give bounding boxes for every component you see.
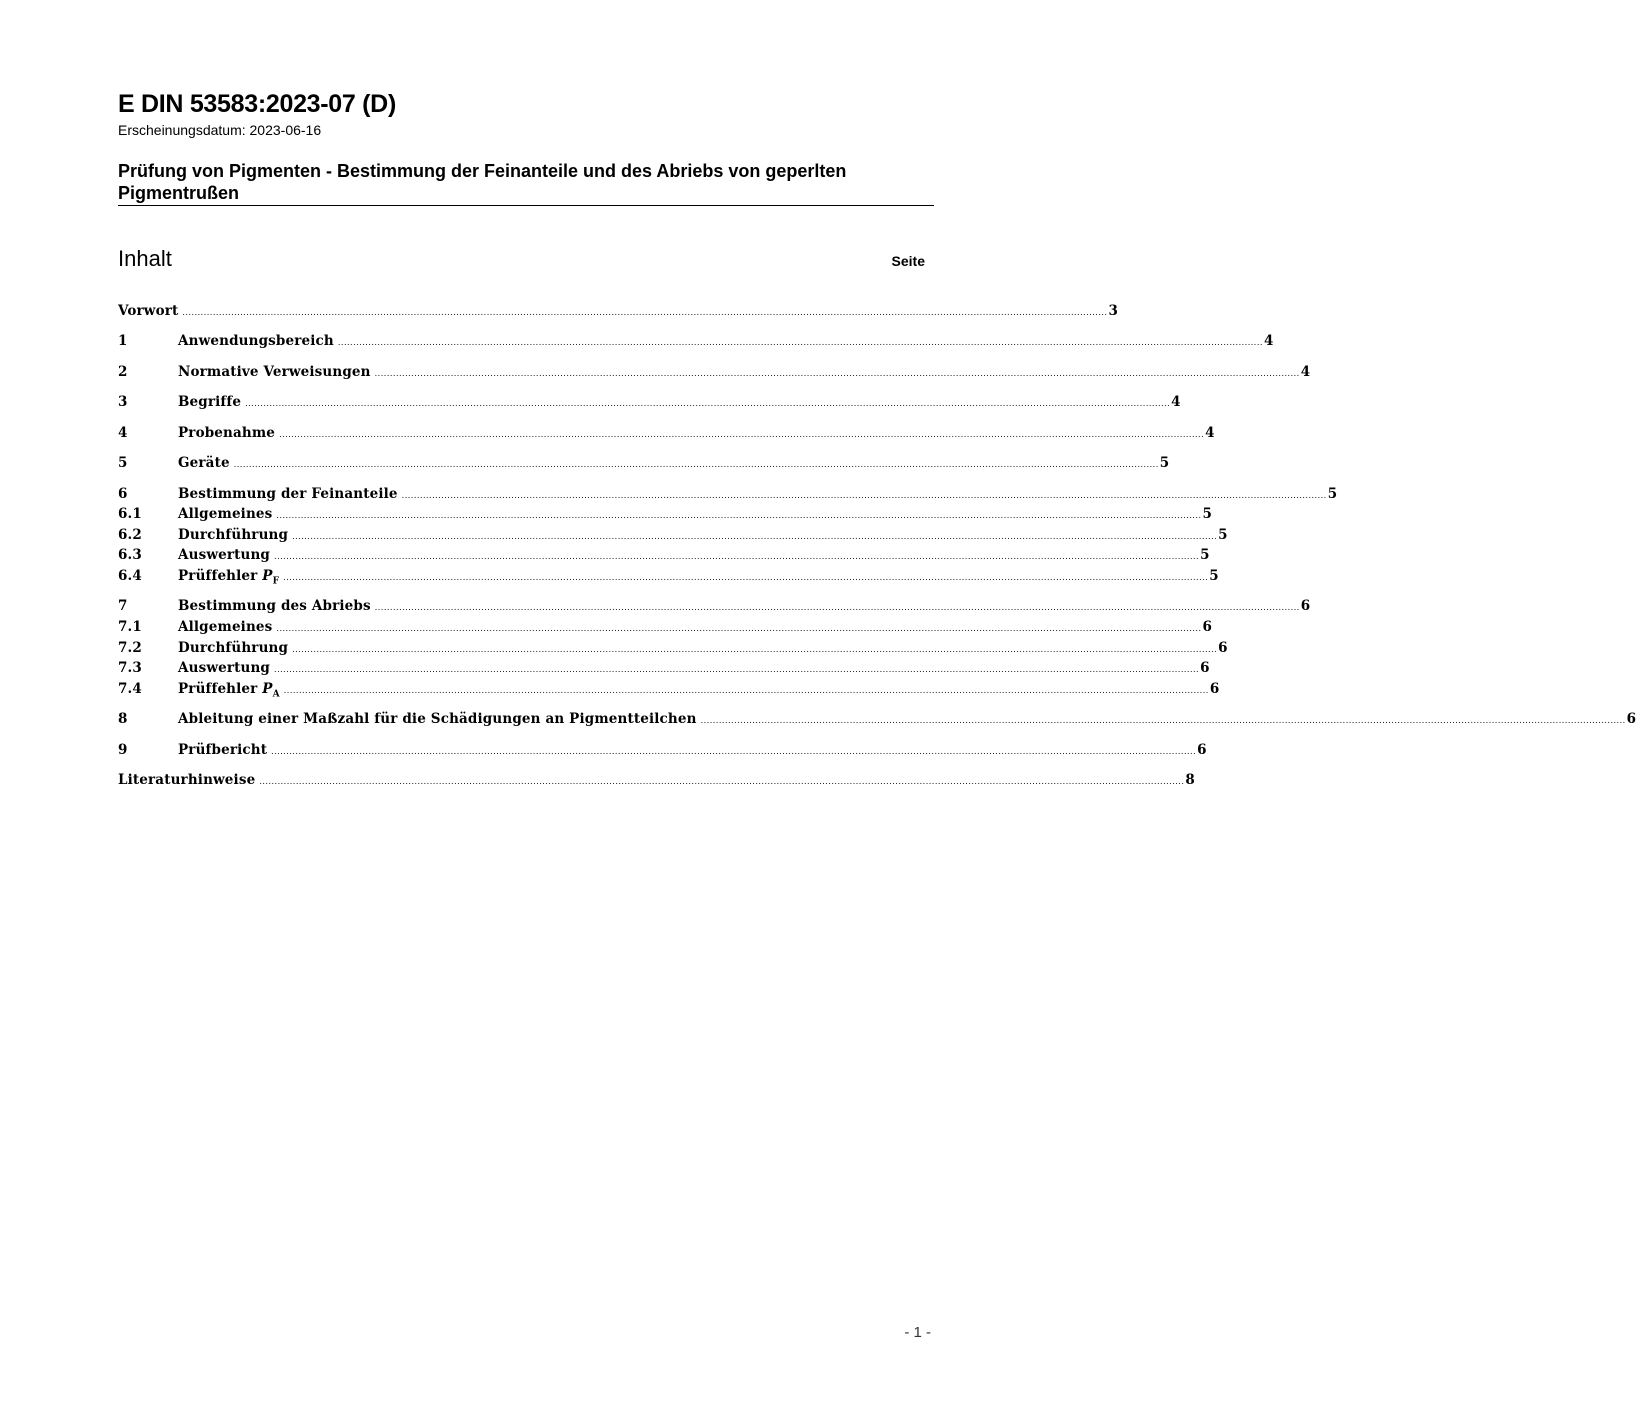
toc-entry-text: Normative Verweisungen: [178, 364, 371, 380]
toc-entry-page: 5: [1200, 547, 1210, 563]
toc-entry-text: Ableitung einer Maßzahl für die Schädigungen an Pigmentteilchen: [178, 711, 697, 727]
toc-entry-text: Auswertung: [178, 660, 271, 676]
toc-entry-6-4[interactable]: [118, 568, 1219, 588]
dot-leader: ................................................................................................................................................................................................................................................................................................................: [245, 399, 1171, 408]
toc-entry-text: Geräte: [178, 455, 230, 471]
footer-page-number: - 1 -: [904, 1324, 931, 1341]
toc-entry-page: 3: [1108, 303, 1118, 319]
dot-leader: ................................................................................................................................................................................................................................................................................................................: [274, 552, 1200, 561]
toc-entry-page: 6: [1209, 681, 1220, 697]
toc-entry-number: 8: [118, 711, 128, 727]
toc-entry-number: 2: [118, 364, 128, 380]
dot-leader: ................................................................................................................................................................................................................................................................................................................: [292, 645, 1218, 654]
toc-entry-text: Literaturhinweise: [118, 772, 256, 788]
toc-entry-text: Allgemeines: [178, 619, 273, 635]
math-symbol: [262, 568, 280, 587]
dot-leader: ................................................................................................................................................................................................................................................................................................................: [401, 491, 1327, 500]
dot-leader: ................................................................................................................................................................................................................................................................................................................: [292, 532, 1218, 541]
toc-entry-number: 5: [118, 455, 128, 471]
dot-leader: ................................................................................................................................................................................................................................................................................................................: [233, 460, 1159, 469]
toc-entry-label: Prüffehler: [178, 568, 258, 584]
toc-entry-literaturhinweise[interactable]: [118, 772, 1195, 792]
toc-entry-3[interactable]: [118, 394, 1181, 414]
toc-entry-8[interactable]: [118, 711, 1636, 731]
toc-entry-7[interactable]: [118, 598, 1311, 618]
toc-entry-page: 6: [1197, 742, 1207, 758]
toc-entry-page: 4: [1300, 364, 1311, 380]
toc-entry-number: 6.2: [118, 527, 142, 543]
toc-entry-vorwort[interactable]: [118, 303, 1118, 323]
symbol-letter: P: [262, 568, 273, 584]
toc-entry-page: 8: [1185, 772, 1195, 788]
toc-entry-page: 6: [1626, 711, 1636, 727]
toc-entry-number: 7.4: [118, 681, 142, 697]
toc-entry-page: 4: [1205, 425, 1215, 441]
toc-entry-number: 9: [118, 742, 128, 758]
dot-leader: ................................................................................................................................................................................................................................................................................................................: [374, 369, 1300, 378]
toc-entry-6-3[interactable]: [118, 547, 1210, 567]
toc-entry-text: Prüfbericht: [178, 742, 268, 758]
title-rule: [118, 205, 934, 206]
toc-entry-number: 6.3: [118, 547, 142, 563]
toc-entry-page: 5: [1202, 506, 1213, 522]
document-id: E DIN 53583:2023-07 (D): [118, 90, 396, 118]
dot-leader: ................................................................................................................................................................................................................................................................................................................: [276, 624, 1202, 633]
toc-entry-text: Vorwort: [118, 303, 179, 319]
symbol-letter: P: [262, 681, 273, 697]
toc-entry-7-3[interactable]: [118, 660, 1210, 680]
dot-leader: ................................................................................................................................................................................................................................................................................................................: [259, 777, 1185, 786]
dot-leader: ................................................................................................................................................................................................................................................................................................................: [283, 573, 1209, 582]
toc-entry-page: 4: [1263, 333, 1274, 349]
toc-entry-page: 6: [1202, 619, 1213, 635]
toc-entry-text: Auswertung: [178, 547, 271, 563]
dot-leader: ................................................................................................................................................................................................................................................................................................................: [182, 308, 1108, 317]
toc-entry-number: 1: [118, 333, 128, 349]
dot-leader: ................................................................................................................................................................................................................................................................................................................: [276, 511, 1202, 520]
dot-leader: ................................................................................................................................................................................................................................................................................................................: [374, 603, 1300, 612]
publication-date: Erscheinungsdatum: 2023-06-16: [118, 122, 322, 138]
toc-entry-text: Allgemeines: [178, 506, 273, 522]
toc-entry-number: 6.1: [118, 506, 142, 522]
toc-entry-text: Anwendungsbereich: [178, 333, 334, 349]
toc-entry-text: Durchführung: [178, 527, 289, 543]
toc-entry-text: [178, 568, 279, 587]
toc-entry-text: Begriffe: [178, 394, 242, 410]
toc-entry-number: 4: [118, 425, 128, 441]
toc-entry-2[interactable]: [118, 364, 1311, 384]
toc-entry-page: 6: [1300, 598, 1311, 614]
toc-entry-6-1[interactable]: [118, 506, 1213, 526]
toc-entry-page: 6: [1200, 660, 1210, 676]
toc-entry-page: 5: [1209, 568, 1219, 584]
dot-leader: ................................................................................................................................................................................................................................................................................................................: [283, 686, 1209, 695]
toc-entry-page: 5: [1218, 527, 1228, 543]
toc-page-column-label: Seite: [891, 253, 925, 269]
toc-entry-text: [178, 681, 280, 700]
toc-heading: Inhalt: [118, 246, 172, 271]
toc-entry-7-1[interactable]: [118, 619, 1213, 639]
toc-entry-text: Bestimmung der Feinanteile: [178, 486, 398, 502]
dot-leader: ................................................................................................................................................................................................................................................................................................................: [337, 338, 1263, 347]
dot-leader: ................................................................................................................................................................................................................................................................................................................: [274, 665, 1200, 674]
toc-entry-text: Durchführung: [178, 640, 289, 656]
toc-entry-1[interactable]: [118, 333, 1274, 353]
toc-entry-number: 7: [118, 598, 128, 614]
document-title: Prüfung von Pigmenten - Bestimmung der Feinanteile und des Abriebs von geperlten Pigmentrußen: [118, 161, 847, 203]
toc-entry-label: Prüffehler: [178, 681, 258, 697]
toc-entry-7-2[interactable]: [118, 640, 1228, 660]
toc-entry-page: 5: [1159, 455, 1170, 471]
toc-entry-number: 6: [118, 486, 128, 502]
toc-entry-page: 5: [1327, 486, 1338, 502]
dot-leader: ................................................................................................................................................................................................................................................................................................................: [279, 430, 1205, 439]
toc-entry-number: 7.3: [118, 660, 142, 676]
toc-entry-9[interactable]: [118, 742, 1207, 762]
dot-leader: ................................................................................................................................................................................................................................................................................................................: [271, 747, 1197, 756]
toc-entry-number: 3: [118, 394, 128, 410]
toc-entry-text: Probenahme: [178, 425, 276, 441]
toc-entry-page: 4: [1171, 394, 1181, 410]
dot-leader: ................................................................................................................................................................................................................................................................................................................: [700, 716, 1626, 725]
toc-entry-number: 6.4: [118, 568, 142, 584]
toc-entry-number: 7.2: [118, 640, 142, 656]
toc-entry-6-2[interactable]: [118, 527, 1228, 547]
toc-entry-7-4[interactable]: [118, 681, 1220, 701]
toc-entry-5[interactable]: [118, 455, 1170, 475]
toc-entry-6[interactable]: [118, 486, 1338, 506]
math-symbol: [262, 681, 280, 700]
toc-entry-page: 6: [1218, 640, 1228, 656]
symbol-subscript: F: [272, 576, 280, 587]
symbol-subscript: A: [272, 689, 280, 700]
toc-entry-text: Bestimmung des Abriebs: [178, 598, 371, 614]
toc-entry-4[interactable]: [118, 425, 1215, 445]
toc-entry-number: 7.1: [118, 619, 142, 635]
